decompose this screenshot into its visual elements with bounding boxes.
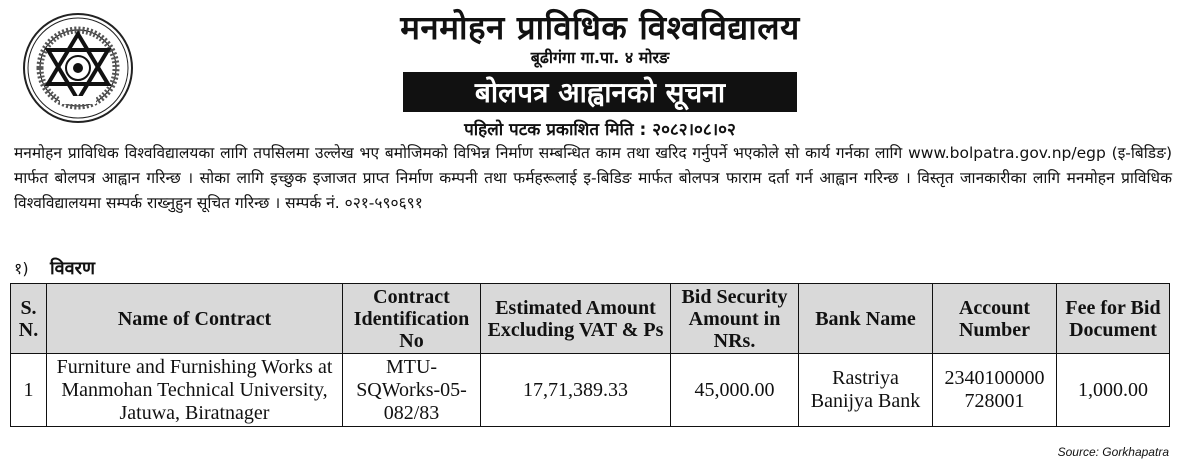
header-sn: S. N. [11, 284, 47, 354]
table-header-row [11, 284, 1170, 354]
header-account: Account Number [933, 284, 1057, 354]
cell-account: 2340100000 728001 [933, 354, 1057, 427]
notice-body: मनमोहन प्राविधिक विश्वविद्यालयका लागि तपसिलमा उल्लेख भए बमोजिमको विभिन्न निर्माण सम्बन्धित काम तथा खरिद गर्नुपर्ने भएकोले सो कार्य गर्नका लागि www.bolpatra.gov.np/egp (इ-बिडिङ) मार्फत बोलपत्र आह्वान गरिन्छ । सोका लागि इच्छुक इजाजत प्राप्त निर्माण कम्पनी तथा फर्महरूलाई इ-बिडिङ मार्फत बोलपत्र फाराम दर्ता गर्न आह्वान गरिन्छ । विस्तृत जानकारीका लागि मनमोहन प्राविधिक विश्वविद्यालयमा सम्पर्क राख्नुहुन सूचित गरिन्छ । सम्पर्क नं. ०२१-५९०६९१ [14, 144, 1172, 212]
table-row [11, 354, 1170, 427]
section-title: विवरण [50, 258, 96, 279]
cell-bid-security: 45,000.00 [671, 354, 799, 427]
header-bank: Bank Name [799, 284, 933, 354]
source-credit: Source: Gorkhapatra [1057, 445, 1169, 459]
contract-table [10, 283, 1170, 427]
header-contract-id: Contract Identification No [343, 284, 481, 354]
cell-estimated: 17,71,389.33 [481, 354, 671, 427]
header-fee: Fee for Bid Document [1057, 284, 1170, 354]
address: बूढीगंगा गा.पा. ४ मोरङ [530, 48, 670, 67]
section-heading [14, 256, 95, 280]
cell-name: Furniture and Furnishing Works at Manmohan Technical University, Jatuwa, Biratnager [47, 354, 343, 427]
section-number: १) [14, 259, 29, 278]
university-logo [22, 12, 134, 124]
cell-contract-id: MTU-SQWorks-05-082/83 [343, 354, 481, 427]
university-name: मनमोहन प्राविधिक विश्वविद्यालय [400, 8, 800, 47]
cell-bank: Rastriya Banijya Bank [799, 354, 933, 427]
cell-fee: 1,000.00 [1057, 354, 1170, 427]
header-bid-security: Bid Security Amount in NRs. [671, 284, 799, 354]
published-date: पहिलो पटक प्रकाशित मिति : २०८२।०८।०२ [464, 120, 736, 140]
cell-sn: 1 [11, 354, 47, 427]
header-estimated: Estimated Amount Excluding VAT & Ps [481, 284, 671, 354]
header-name: Name of Contract [47, 284, 343, 354]
notice-title: बोलपत्र आह्वानको सूचना [403, 72, 797, 112]
